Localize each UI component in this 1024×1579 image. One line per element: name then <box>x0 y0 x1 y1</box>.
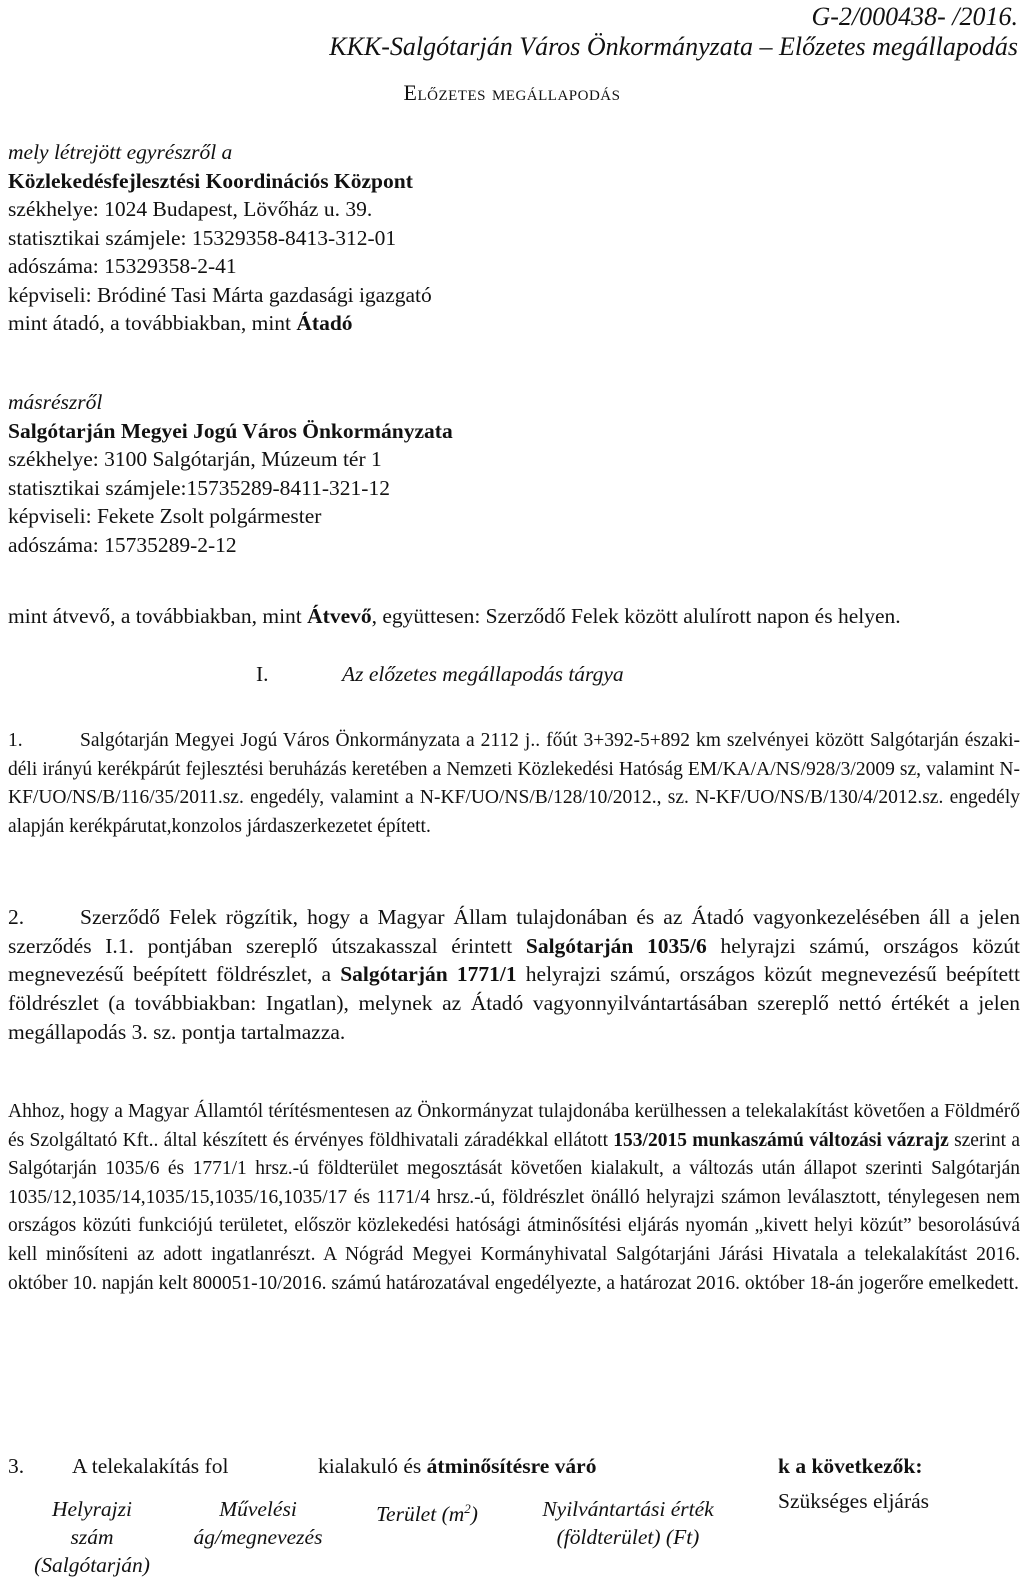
column-header-registered-value: Nyilvántartási érték (földterület) (Ft) <box>542 1497 714 1549</box>
party-1-seat: székhelye: 1024 Budapest, Lövőház u. 39. <box>8 197 373 221</box>
party-2-role-name: Átvevő <box>307 604 372 628</box>
party-2-intro: másrészről <box>8 390 103 414</box>
document-number: G-2/000438- /2016. <box>811 2 1018 31</box>
parties-closing: mint átvevő, a továbbiakban, mint Átvevő, együttesen: Szerződő Felek között alulírott napon és helyen. <box>8 604 901 628</box>
point-1-text: Salgótarján Megyei Jogú Város Önkormányzata a 2112 j.. főút 3+392-5+892 km szelvényei között Salgótarján északi-déli irányú kerékpárút fejlesztési beruházás keretében a Nemzeti Közlekedési Hatóság EM/KA/A/NS/928/3/2009 sz, valamint N-KF/UO/NS/B/116/35/2011.sz. engedély, valamint a N-KF/UO/NS/B/128/10/2012., sz. N-KF/UO/NS/B/130/4/2012.sz. engedély alapján kerékpárutat,konzolos járdaszerkezetet épített. <box>8 730 1020 837</box>
point-1-number: 1. <box>8 730 23 751</box>
point-1 <box>8 727 1020 841</box>
parcel-1035-6: Salgótarján 1035/6 <box>525 933 707 958</box>
party-2-stat-number: statisztikai számjele:15735289-8411-321-12 <box>8 475 390 500</box>
point-3-number: 3. <box>8 1454 25 1478</box>
party-2-tax-number: adószáma: 15735289-2-12 <box>8 532 237 557</box>
survey-plan-reference: 153/2015 munkaszámú változási vázrajz <box>613 1129 949 1151</box>
party-2-name: Salgótarján Megyei Jogú Város Önkormányzata <box>8 418 453 443</box>
column-header-cultivation: Művelési ág/megnevezés <box>193 1497 323 1549</box>
party-1-stat-number: statisztikai számjele: 15329358-8413-312-01 <box>8 225 397 250</box>
point-2-continuation: Ahhoz, hogy a Magyar Államtól térítésmentesen az Önkormányzat tulajdonába kerülhessen a telekalakítást követően a Földmérő és Szolgáltató Kft.. által készített és érvényes földhivatali záradékkal ellátott 153/2015 munkaszámú változási vázrajz szerint a Salgótarján 1035/6 és 1771/1 hrsz.-ú földterület megosztását követően kialakult, a változás után állapot szerinti Salgótarján 1035/12,1035/14,1035/15,1035/16,1035/17 és 1171/4 hrsz.-ú, földrészlet önálló helyrajzi számon leválasztott, ténylegesen nem országos közúti funkciójú területet, először közlekedési hatósági átminősítési eljárás nyomán „kivett helyi közút” besorolásúvá kell minősíteni az adott ingatlanrészt. A Nógrád Megyei Kormányhivatal Salgótarjáni Járási Hivatala a telekalakítást 2016. október 10. napján kelt 800051-10/2016. számú határozatával engedélyezte, a határozat 2016. október 18-án jogerőre emelkedett. <box>8 1101 1021 1294</box>
document-title: Előzetes megállapodás <box>403 80 621 105</box>
party-2-seat: székhelye: 3100 Salgótarján, Múzeum tér 1 <box>8 447 382 471</box>
point-3-text-part-1: A telekalakítás fol <box>72 1454 229 1478</box>
party-1-role <box>8 309 1018 338</box>
party-1-representative: képviseli: Bródiné Tasi Márta gazdasági igazgató <box>8 282 432 307</box>
party-1-block <box>8 138 1018 338</box>
column-header-area: Terület $(m^2)$ <box>376 1501 478 1527</box>
column-header-required-procedure: Szükséges eljárás <box>778 1489 930 1513</box>
party-1-role-prefix: mint átadó, a továbbiakban, mint <box>8 311 297 335</box>
column-header-parcel-number: Helyrajzi szám (Salgótarján) <box>34 1497 150 1577</box>
point-3-text-part-3: k a következők: <box>778 1454 923 1478</box>
party-2-block <box>8 388 1018 559</box>
section-number: I. <box>256 662 269 686</box>
running-title: KKK-Salgótarján Város Önkormányzata – Előzetes megállapodás <box>329 32 1018 61</box>
party-1-tax-number: adószáma: 15329358-2-41 <box>8 254 237 278</box>
parcel-1771-1: Salgótarján 1771/1 <box>340 962 517 987</box>
point-2: 2. Szerződő Felek rögzítik, hogy a Magyar Állam tulajdonában és az Átadó vagyonkezelésében áll a jelen szerződés I.1. pontjában szereplő útszakasszal érintett Salgótarján 1035/6 helyrajzi számú, országos közút megnevezésű beépített földrészlet, a Salgótarján 1771/1 helyrajzi számú, országos közút megnevezésű beépített földrészlet (a továbbiakban: Ingatlan), melynek az Átadó vagyonnyilvántartásában szereplő nettó értékét a jelen megállapodás 3. sz. pontja tartalmazza. <box>8 905 1020 1044</box>
party-1-name: Közlekedésfejlesztési Koordinációs Központ <box>8 168 413 193</box>
point-3-text-part-2: kialakuló és átminősítésre váró <box>318 1454 597 1478</box>
section-title: Az előzetes megállapodás tárgya <box>342 662 624 686</box>
point-2-number: 2. <box>8 905 25 929</box>
party-1-intro: mely létrejött egyrészről a <box>8 140 233 164</box>
party-1-role-name: Átadó <box>296 311 353 335</box>
party-2-representative: képviseli: Fekete Zsolt polgármester <box>8 504 322 528</box>
